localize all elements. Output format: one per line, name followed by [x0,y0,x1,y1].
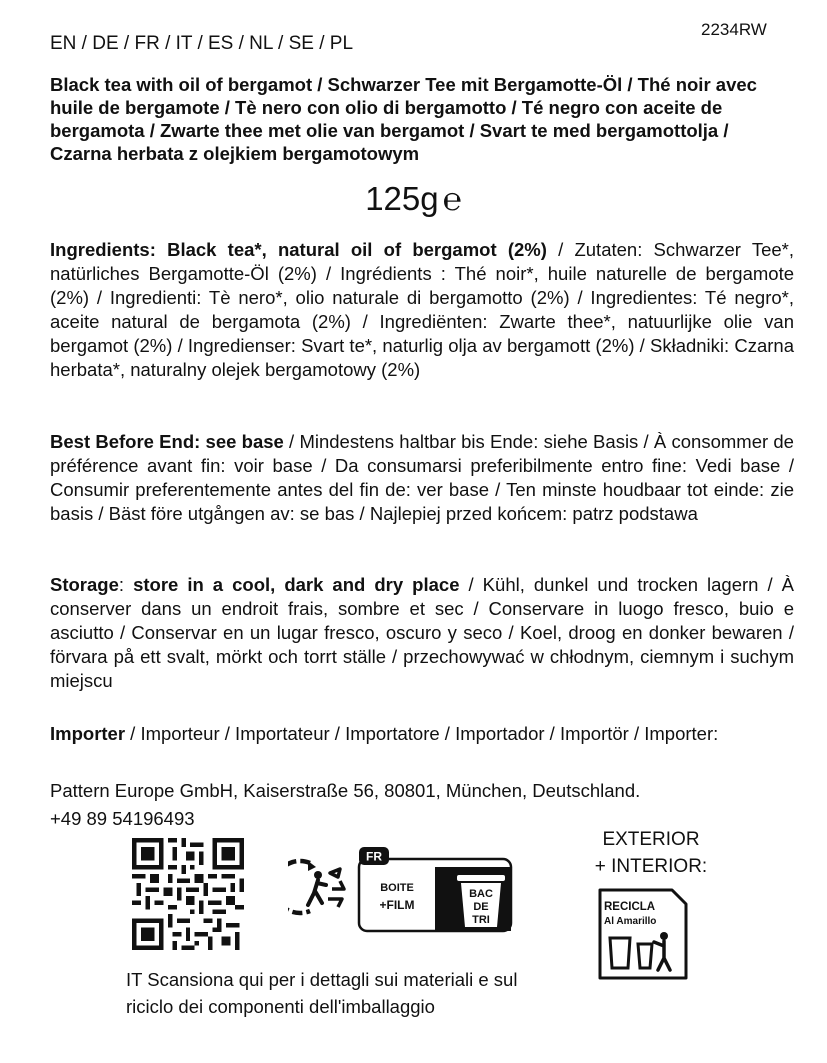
exterior-line2: + INTERIOR: [594,856,708,877]
ingredients-paragraph [50,238,794,382]
importer-rest: / Importeur / Importateur / Importatore / Importador / Importör / Importer: [125,723,719,744]
importer-lead: Importer [50,723,126,744]
storage-rest: / Kühl, dunkel und trocken lagern / À conserver dans un endroit frais, sombre et sec / Conservare in luogo fresco, buio e asciutto / Conservar en un lugar fresco, oscuro y seco / Koel, droog en donker bewaren / förvara på ett svalt, mörkt och torrt ställe / przechowywać w chłodnym, ciemnym i suchym miejscu [50,574,794,691]
best-before-rest: / Mindestens haltbar bis Ende: siehe Basis / À consommer de préférence avant fin: voir base / Da consumarsi preferibilmente entro fine: Vedi base / Consumir preferentemente antes del fin de: ver base / Ten minste houdbaar tot einde: zie basis / Bäst före utgången av: se bas / Najlepiej przed końcem: patrz podstawa [50,431,794,524]
de-label: DE [473,901,489,913]
storage-label: Storage [50,574,119,595]
net-weight [0,180,827,218]
storage-lead: store in a cool, dark and dry place [133,574,460,595]
recicla-label: RECICLA [604,901,656,913]
boite-label: BOITE [380,882,414,894]
bac-label: BAC [469,888,493,900]
product-code: 2234RW [701,20,767,39]
qr-code-icon[interactable] [132,838,244,950]
estimated-sign: ℮ [442,181,462,217]
importer-address: Pattern Europe GmbH, Kaiserstraße 56, 80801, München, Deutschland. [50,780,641,801]
storage-paragraph [50,573,794,693]
film-label: +FILM [379,898,415,912]
weight-value: 125g [365,180,439,217]
amarillo-label: Al Amarillo [604,916,657,927]
importer-phone: +49 89 54196493 [50,808,195,829]
info-tri-icon [357,845,523,933]
ingredients-lead: Ingredients: Black tea*, natural oil of bergamot (2%) [50,239,547,260]
storage-colon: : [118,574,134,595]
exterior-line1: EXTERIOR [602,829,700,850]
yellow-bin-icon [596,886,690,982]
languages-line: EN / DE / FR / IT / ES / NL / SE / PL [50,33,354,54]
scan-instructions: IT Scansiona qui per i dettagli sui materiali e sul riciclo dei componenti dell'imballaggio [126,969,518,1017]
exterior-label [586,826,716,880]
ingredients-rest: / Zutaten: Schwarzer Tee*, natürliches Bergamotte-Öl (2%) / Ingrédients : Thé noir*, huile naturelle de bergamote (2%) / Ingredienti: Tè nero*, olio naturale di bergamotto (2%) / Ingredientes: Té negro*, aceite natural de bergamota (2%) / Ingrediënten: Zwarte thee*, natuurlijke olie van bergamot (2%) / Ingredienser: Svart te*, naturlig olja av bergamott (2%) / Składniki: Czarna herbata*, naturalny olejek bergamotowy (2%) [50,239,794,380]
tri-label: TRI [472,914,490,926]
best-before-lead: Best Before End: see base [50,431,284,452]
product-title: Black tea with oil of bergamot / Schwarzer Tee mit Bergamotte-Öl / Thé noir avec huile de bergamote / Tè nero con olio di bergamotto / Té negro con aceite de bergamota / Zwarte thee met olie van bergamot / Svart te med bergamottolja / Czarna herbata z olejkiem bergamotowym [50,74,757,164]
triman-icon [288,855,352,919]
best-before-paragraph [50,430,794,526]
importer-paragraph [50,722,794,746]
fr-tag: FR [366,849,382,864]
